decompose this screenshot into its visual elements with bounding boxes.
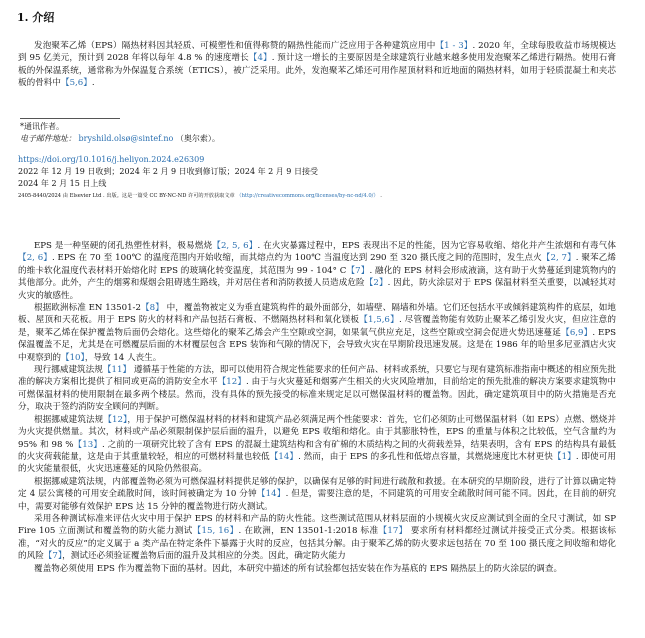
text-run: 采用各种测试标准来评估火灾中用于保护 EPS 的材料和产品的防火性能。这些测试范围从材料层面的小规模火灾反应测试到全面的全尺寸测试，如 SP Fire 105 立面测试和覆盖物的防火能力测试 bbox=[18, 513, 616, 537]
citation-link[interactable]: 【5,6】 bbox=[60, 78, 92, 89]
citation-link[interactable]: 【2, 6】 bbox=[18, 253, 52, 264]
text-run: . 然而，由于 EPS 的多孔性和低熔点容量，其燃烧速度比木材更快 bbox=[298, 451, 553, 462]
text-run: 要求所有材料都经过测试并接受正式分类。根据该标准，“对火的反应”的定义属于 a 类产品在特定条件下暴露于火时的反应，包括其分解。由于聚苯乙烯的防火要求远包括在 70 至 100 摄氏度之间收缩和熔化的风险 bbox=[18, 526, 617, 562]
text-run: . 聚苯乙烯的维卡软化温度代表材料开始熔化时 EPS 的玻璃化转变温度，其范围为 99 - 104° C bbox=[18, 253, 616, 276]
text-run: . 2020 年，全球每股收益市场规模达到 95 亿美元，预计到 2028 年将以每年 4.8 % 的速度增长 bbox=[18, 41, 616, 64]
text-run: . 在火灾暴露过程中，EPS 表现出不足的性能，因为它容易收缩、熔化并产生浓烟和有毒气体 bbox=[257, 241, 616, 251]
citation-link[interactable]: 【7】 bbox=[346, 265, 370, 276]
text-run: . 因此，防火涂层对于 EPS 保温材料至关重要，以减轻其对火灾的敏感性。 bbox=[18, 278, 617, 301]
paragraph bbox=[18, 302, 616, 364]
body-paragraphs bbox=[18, 240, 616, 575]
citation-link[interactable]: 【13】 bbox=[73, 439, 102, 450]
citation-link[interactable]: 【14】 bbox=[269, 451, 299, 462]
text-run: . bbox=[91, 78, 95, 89]
citation-link[interactable]: 【10】 bbox=[60, 352, 85, 363]
text-run: 现行挪威建筑法规 bbox=[34, 365, 103, 376]
citation-link[interactable]: 【17】 bbox=[378, 526, 408, 537]
footnote-corresponding: *通讯作者。 bbox=[20, 122, 64, 131]
text-run: . EPS 在 70 至 100℃ 的温度范围内开始收缩，而其熔点约为 100℃ 当温度达到 290 至 320 摄氏度之间的范围时，发生点火 bbox=[51, 253, 542, 264]
citation-link[interactable]: 【7】 bbox=[43, 551, 63, 562]
text-run: 遵循基于性能的方法，即可以使用符合规定性能要求的任何产品、材料或系统，只要它与现有建筑标准指南中概述的相应预先批准的解决方案相比提供了相同或更高的消防安全水平 bbox=[18, 365, 617, 388]
paragraph bbox=[18, 563, 616, 575]
license-link[interactable]: （http://creativecommons.org/licenses/by-nc-nd/4.0/） bbox=[236, 193, 379, 199]
license-note bbox=[18, 193, 618, 200]
text-run: 根据欧洲标准 EN 13501-2 bbox=[34, 303, 141, 314]
citation-link[interactable]: 【12】 bbox=[103, 414, 128, 425]
footnote-divider bbox=[20, 118, 120, 119]
text-run: . 但是，需要注意的是，不同建筑的可用安全疏散时间可能不同。因此，在目前的研究中，需要对能够有效保护 EPS 达 15 分钟的覆盖物进行防火测试。 bbox=[18, 489, 617, 512]
license-text: 2405-8440/2024 由 Elsevier Ltd . 出版。这是一篇受 CC BY-NC-ND 许可的开放获取文章 bbox=[18, 193, 235, 199]
text-run: 根据挪威建筑法规 bbox=[34, 414, 104, 425]
citation-link[interactable]: 【11】 bbox=[102, 365, 132, 376]
paragraph bbox=[18, 40, 616, 90]
text-run: ，导致 14 人丧生。 bbox=[84, 352, 162, 363]
email-link[interactable]: bryshild.olsø@sintef.no bbox=[78, 134, 174, 143]
citation-link[interactable]: 【4】 bbox=[248, 53, 272, 64]
received-dates: 2022 年 12 月 19 日收到；2024 年 2 月 9 日收到修订版；2024 年 2 月 9 日接受 bbox=[18, 167, 318, 176]
citation-link[interactable]: 【2, 5, 6】 bbox=[212, 241, 258, 251]
license-end: . bbox=[380, 193, 382, 199]
text-run: . 尽管覆盖物能有效防止聚苯乙烯引发火灾，但应注意的是，聚苯乙烯在保护覆盖物后面仍会熔化。这些熔化的聚苯乙烯会产生空隙或空洞，如果氧气供应充足，这些空隙或空洞会促进火势迅速蔓延 bbox=[18, 315, 616, 338]
citation-link[interactable]: 【14】 bbox=[256, 489, 286, 500]
text-run: 中，覆盖物被定义为垂直建筑构件的最外面部分，如墙壁、隔墙和外墙。它们还包括水平或倾斜建筑构件的底层，如地板、屋顶和天花板。用于 EPS 防火的材料和产品包括石膏板、不燃隔热材料和氧化镁板 bbox=[18, 303, 617, 326]
body-text bbox=[18, 240, 616, 575]
text-run: . 预计这一增长的主要原因是全球建筑行业越来越多使用发泡聚苯乙烯进行隔热。使用石膏板的外保温系统，通常称为外保温复合系统（ETICS），被广泛采用。此外，发泡聚苯乙烯还可用作屋顶材料和近地面的隔热材料，如用于轻质混凝土和夹芯板的骨料中 bbox=[18, 53, 617, 89]
text-run: 根据挪威建筑法规，内部覆盖物必须为可燃保温材料提供足够的保护，以确保有足够的时间进行疏散和救援。在本研究的早期阶段，进行了计算以确定特定 4 层公寓楼的可用安全疏散时间，该时间被确定为 10 分钟 bbox=[18, 476, 616, 500]
citation-link[interactable]: 【2】 bbox=[364, 278, 388, 289]
email-suffix: （奥尔索）。 bbox=[175, 134, 220, 143]
text-run: . 由于与火灾蔓延和烟雾产生相关的火灾风险增加，目前给定的预先批准的解决方案要求建筑物中可燃保温材料的使用限制在最多两个楼层。然而，没有具体的预先接受的标准来规定足以可燃保温材料的覆盖物。因此，确定建筑项目中的防火措施是否充分，取决于签约消防安全顾问的判断。 bbox=[18, 377, 616, 413]
citation-link[interactable]: 【12】 bbox=[217, 377, 247, 388]
text-run: . EPS 保温覆盖不足，尤其是在可燃覆层后面的木材覆层包含 EPS 装饰和气隙的情况下，会导致火灾在早期阶段迅速发展。这是在 1986 年的哈里多尼亚酒店火灾中观察到的 bbox=[18, 327, 616, 363]
text-run: 发泡聚苯乙烯（EPS）隔热材料因其轻质、可模塑性和值得称赞的隔热性能而广泛应用于各种建筑应用中 bbox=[34, 41, 436, 51]
citation-link[interactable]: 【8】 bbox=[140, 303, 164, 314]
footnote-email bbox=[20, 133, 220, 144]
text-run: . 即使可用的火灾能量很低，火灾迅速蔓延的风险仍然很高。 bbox=[18, 451, 617, 475]
citation-link[interactable]: 【1,5,6】 bbox=[359, 315, 399, 326]
doi-link[interactable]: https://doi.org/10.1016/j.heliyon.2024.e26309 bbox=[18, 155, 205, 164]
text-run: ，用于保护可燃保温材料的材料和建筑产品必须满足两个性能要求：首先，它们必须防止可燃保温材料（如 EPS）点燃、燃烧并为火灾提供燃量。其次，材料或产品必须限制保护层后面的温升，以避免 EPS 收缩和熔化。由于其膨胀特性，EPS 的重量与体积之比较低，空气含量约为 95% 和 98 % bbox=[18, 414, 616, 450]
email-label: 电子邮件地址： bbox=[20, 134, 76, 143]
paragraph bbox=[18, 364, 616, 414]
paragraph bbox=[18, 240, 616, 302]
intro-paragraphs bbox=[18, 40, 616, 90]
text-run: EPS 是一种坚硬的闭孔热塑性材料，极易燃烧 bbox=[34, 241, 213, 251]
paragraph bbox=[18, 476, 616, 513]
text-run: . 融化的 EPS 材料会形成液滴，这有助于火势蔓延到建筑物内的其他部分。此外，产生的烟雾和煤烟会阻碍逃生路线，并对居住者和消防救援人员造成危险 bbox=[18, 265, 616, 289]
article-dates bbox=[18, 166, 318, 189]
intro-text bbox=[18, 40, 616, 90]
text-run: ，测试还必须验证覆盖物后面的温升及其相应的分类。因此，确定防火能力 bbox=[62, 551, 346, 562]
citation-link[interactable]: 【6,9】 bbox=[561, 327, 593, 338]
citation-link[interactable]: 【1 - 3】 bbox=[435, 41, 473, 51]
citation-link[interactable]: 【15, 16】 bbox=[192, 526, 239, 537]
citation-link[interactable]: 【1】 bbox=[552, 451, 576, 462]
online-date: 2024 年 2 月 15 日上线 bbox=[18, 178, 107, 188]
paragraph bbox=[18, 414, 616, 476]
section-title: 1. 介绍 bbox=[17, 11, 55, 24]
text-run: . 在欧洲，EN 13501-1:2018 标准 bbox=[238, 526, 379, 537]
citation-link[interactable]: 【2, 7】 bbox=[541, 253, 576, 264]
paragraph bbox=[18, 513, 616, 563]
text-run: 覆盖物必须使用 EPS 作为覆盖物下面的基材。因此，本研究中描述的所有试验都包括安装在作为基底的 EPS 隔热层上的防火涂层的调查。 bbox=[34, 563, 563, 574]
text-run: . 之前的一项研究比较了含有 EPS 的混凝土建筑结构和含有矿棉的木质结构之间的火荷载差异，结果表明，含有 EPS 的结构具有最低的火灾荷载能量，这是由于其重量较轻，相应的可燃材料量也较低 bbox=[18, 439, 616, 462]
